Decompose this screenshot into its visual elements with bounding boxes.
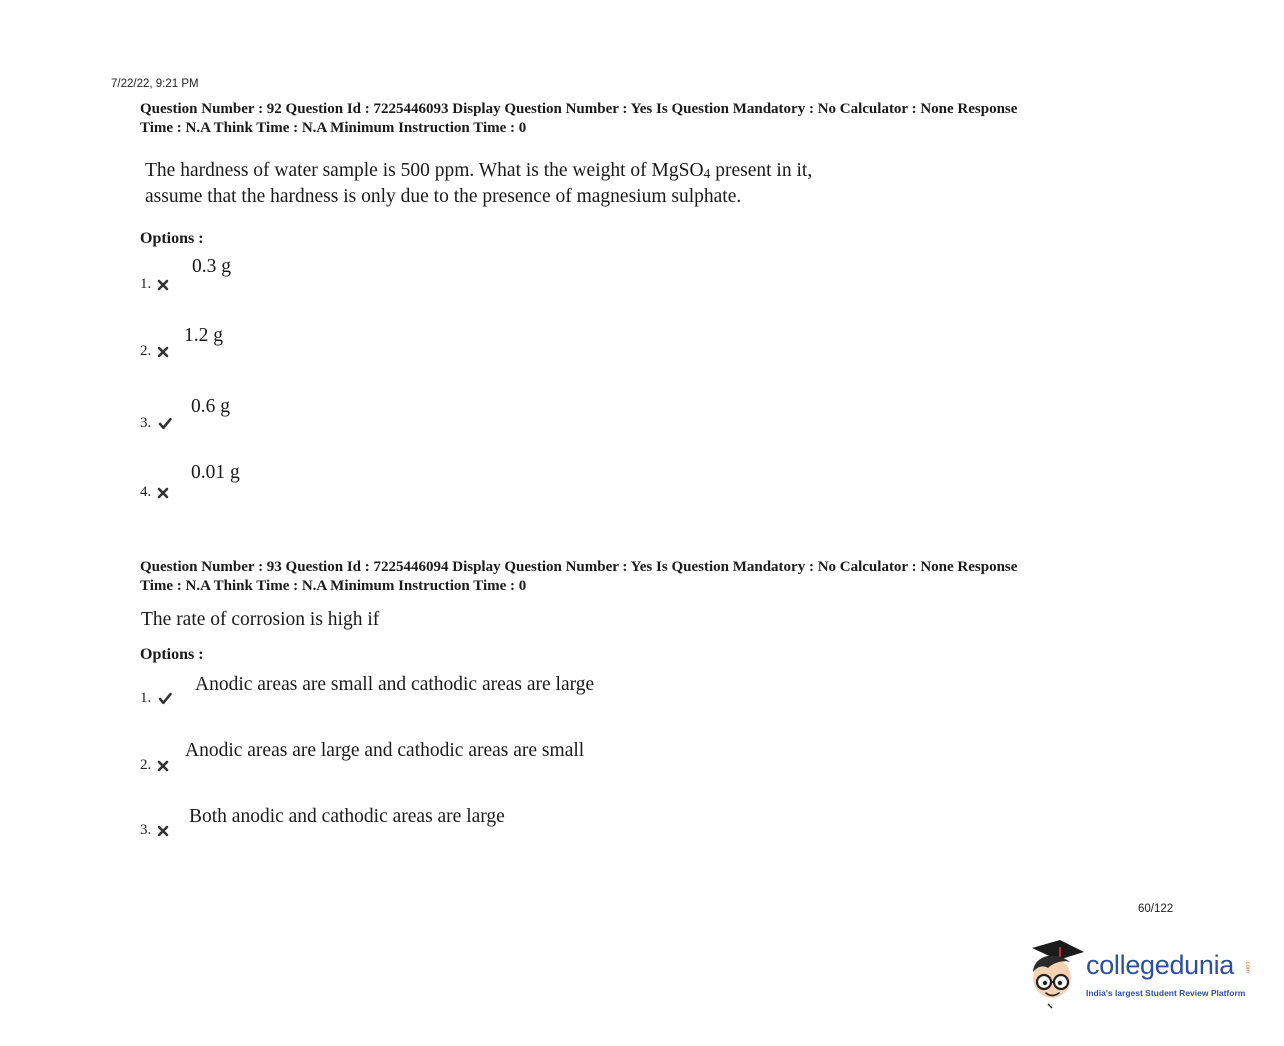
question-text-part: The hardness of water sample is 500 ppm. What is the weight of MgSO: [145, 160, 704, 181]
option-number: [140, 757, 169, 774]
cross-icon: [157, 487, 169, 499]
question-93-text: The rate of corrosion is high if: [141, 609, 380, 630]
question-text-part: present in it,: [710, 160, 813, 181]
cross-icon: [157, 346, 169, 358]
collegedunia-logo: [1024, 938, 1254, 1010]
option-index: 1.: [140, 690, 152, 706]
option-text: Anodic areas are small and cathodic areas are large: [195, 674, 595, 695]
option-index: 2.: [140, 343, 152, 359]
option-text: Both anodic and cathodic areas are large: [189, 806, 505, 827]
option-number: [140, 484, 169, 501]
option-number: [140, 415, 173, 432]
print-timestamp: 7/22/22, 9:21 PM: [111, 78, 199, 90]
option-text: 0.6 g: [191, 396, 230, 417]
logo-tagline: India's largest Student Review Platform: [1086, 988, 1246, 998]
option-number: [140, 690, 173, 707]
subscript-4: 4: [703, 166, 711, 182]
meta-line-2: Time : N.A Think Time : N.A Minimum Instruction Time : 0: [140, 578, 527, 594]
meta-line-1: Question Number : 93 Question Id : 7225446094 Display Question Number : Yes Is Question Mandatory : No Calculator : None Response: [140, 559, 1018, 575]
option-text: Anodic areas are large and cathodic areas are small: [185, 740, 585, 761]
option-index: 1.: [140, 276, 152, 292]
option-number: [140, 343, 169, 360]
cross-icon: [157, 760, 169, 772]
question-93-meta: [140, 558, 1170, 596]
checkmark-icon: [157, 692, 173, 705]
meta-line-1: Question Number : 92 Question Id : 7225446093 Display Question Number : Yes Is Question Mandatory : No Calculator : None Response: [140, 101, 1018, 117]
page-number: 60/122: [1138, 903, 1174, 915]
checkmark-icon: [157, 417, 173, 430]
logo-wordmark: collegedunia: [1086, 950, 1235, 980]
meta-line-2: Time : N.A Think Time : N.A Minimum Instruction Time : 0: [140, 120, 527, 136]
options-label: Options :: [140, 230, 204, 247]
option-number: [140, 822, 169, 839]
option-text: 1.2 g: [184, 325, 223, 346]
question-92-text: [145, 158, 812, 209]
option-index: 3.: [140, 415, 152, 431]
question-text-line-2: assume that the hardness is only due to the presence of magnesium sulphate.: [145, 186, 742, 207]
option-index: 2.: [140, 757, 152, 773]
option-index: 4.: [140, 484, 152, 500]
question-92-meta: [140, 100, 1170, 138]
option-text: 0.3 g: [192, 256, 231, 277]
cross-icon: [157, 825, 169, 837]
option-number: [140, 276, 169, 293]
option-index: 3.: [140, 822, 152, 838]
cross-icon: [157, 279, 169, 291]
option-text: 0.01 g: [191, 462, 240, 483]
options-label: Options :: [140, 646, 204, 663]
mascot-icon: [1024, 938, 1086, 1010]
logo-domain-suffix: .com: [1244, 960, 1250, 974]
